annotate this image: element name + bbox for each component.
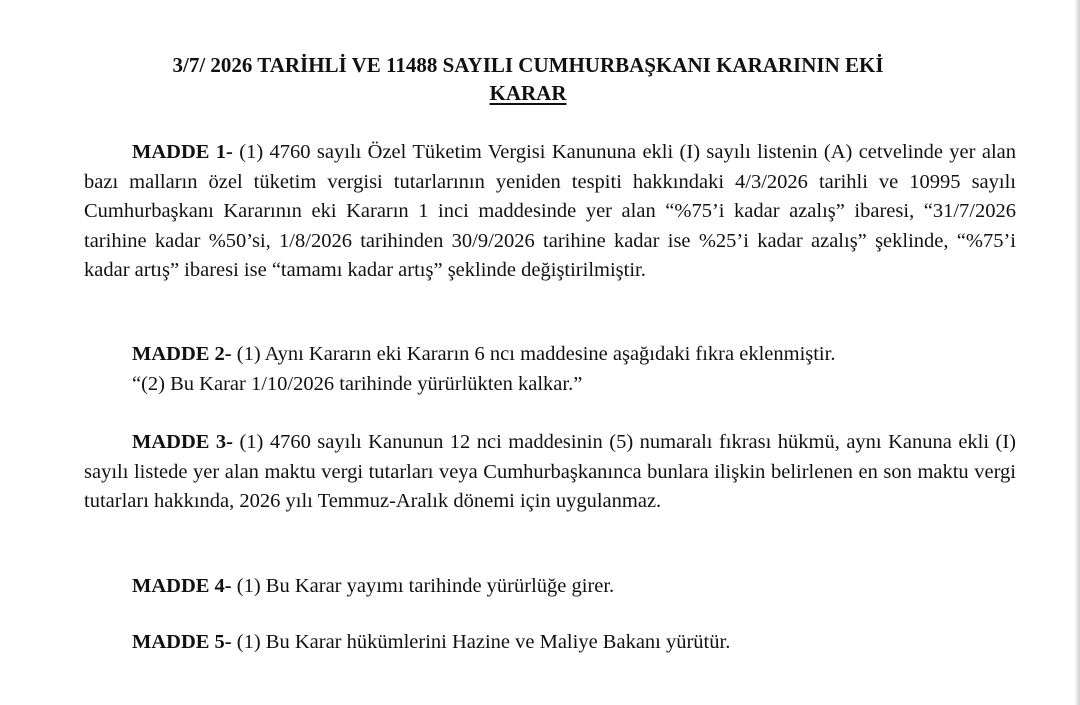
- article-5: [132, 628, 730, 658]
- article-3: [84, 428, 1016, 517]
- document-subtitle: KARAR: [489, 81, 567, 105]
- article-1-text: (1) 4760 sayılı Özel Tüketim Vergisi Kanununa ekli (I) sayılı listenin (A) cetvelinde yer alan bazı malların özel tüketim vergisi tutarlarının yeniden tespiti hakkındaki 4/3/2026 tarihli ve 10995 sayılı Cumhurbaşkanı Kararının eki Kararın 1 inci maddesinde yer alan “%75’i kadar azalış” ibaresi, “31/7/2026 tarihine kadar %50’si, 1/8/2026 tarihinden 30/9/2026 tarihine kadar ise %25’i kadar azalış” şeklinde, “%75’i kadar artış” ibaresi ise “tamamı kadar artış” şeklinde değiştirilmiştir.: [84, 141, 1016, 281]
- page-edge-shadow: [1074, 0, 1080, 705]
- article-2: [132, 340, 835, 370]
- article-2-quote: “(2) Bu Karar 1/10/2026 tarihinde yürürlükten kalkar.”: [132, 373, 583, 395]
- article-5-label: MADDE 5-: [132, 631, 232, 653]
- article-5-text: (1) Bu Karar hükümlerini Hazine ve Maliye Bakanı yürütür.: [231, 631, 731, 653]
- article-3-label: MADDE 3-: [132, 431, 233, 453]
- article-4-text: (1) Bu Karar yayımı tarihinde yürürlüğe girer.: [231, 575, 615, 597]
- article-4-label: MADDE 4-: [132, 575, 232, 597]
- article-2-text: (1) Aynı Kararın eki Kararın 6 ncı maddesine aşağıdaki fıkra eklenmiştir.: [231, 343, 836, 365]
- document-title: 3/7/ 2026 TARİHLİ VE 11488 SAYILI CUMHURBAŞKANI KARARININ EKİ: [172, 53, 884, 77]
- article-4: [132, 572, 614, 602]
- article-3-text: (1) 4760 sayılı Kanunun 12 nci maddesinin (5) numaralı fıkrası hükmü, aynı Kanuna ekli (I) sayılı listede yer alan maktu vergi tutarları veya Cumhurbaşkanınca bunlara ilişkin belirlenen en son maktu vergi tutarları hakkında, 2026 yılı Temmuz-Aralık dönemi için uygulanmaz.: [84, 431, 1017, 512]
- article-1: [84, 138, 1016, 286]
- article-1-label: MADDE 1-: [132, 141, 233, 163]
- article-2-label: MADDE 2-: [132, 343, 232, 365]
